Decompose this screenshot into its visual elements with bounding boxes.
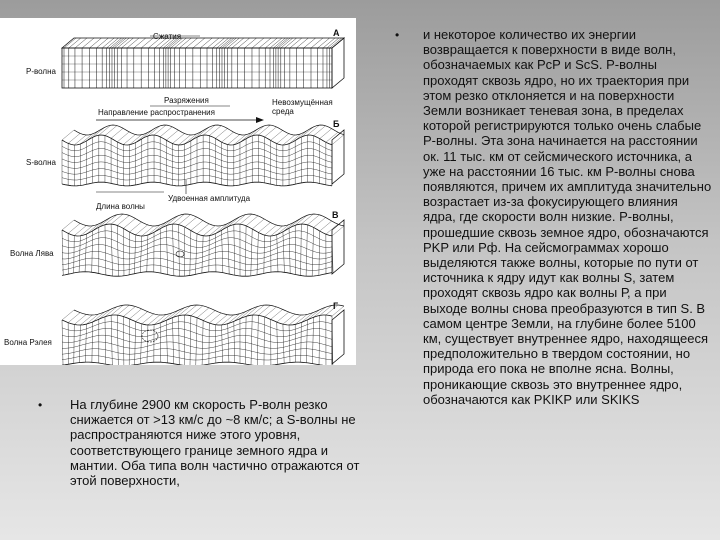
block-a-top-line — [193, 38, 205, 48]
block-v-col — [134, 235, 135, 274]
block-v-top-col — [320, 221, 332, 231]
block-a-top-line — [110, 38, 122, 48]
bullet-marker: • — [395, 28, 400, 42]
block-v-top-col — [111, 214, 123, 224]
block-b-side — [332, 130, 344, 184]
block-a-top-line — [290, 38, 302, 48]
block-a-top-line — [64, 38, 76, 48]
block-a-top-line — [112, 38, 124, 48]
block-v-top-col — [252, 219, 264, 229]
block-a-top-line — [245, 38, 257, 48]
block-v-col — [117, 225, 118, 276]
block-a-top-line — [311, 38, 323, 48]
block-g-col — [85, 324, 86, 362]
bullet-text-core-waves: и некоторое количество их энергии возвращается к поверхности в виде волн, обозначаемых как PcP и ScS. Р-волны проходят сквозь ядро, но их траектория при этом резко отклоняется и на поверхности Земли возникает теневая зона, в пределах которой регистрируются только очень слабые Р-волны. Эта зона начинается на расстоянии ок. 11 тыс. км от сейсмического источника, а уже на расстоянии 16 тыс. км Р-волны снова появляются, причем их амплитуда значительно возрастает из-за фокусирующего влияния ядра, где скорости волн низкие. Р-волны, прошедшие сквозь земное ядро, обозначаются PKP или Pф. На сейсмограммах хорошо выделяются также волны, которые по пути от источника к ядру идут как волны S, затем проходят сквозь ядро как волны Р, а при выходе волны снова преобразуются в тип S. В самом центре Земли, на глубине более 5100 км, существует внутреннее ядро, находящееся предположительно в твердом состоянии, но природа его пока не вполне ясна. Волны, проникающие сквозь это внутреннее ядро, обозначаются как PKIKP или SKIKS — [423, 27, 712, 407]
panel-letter-v: В — [332, 210, 339, 220]
block-a-top-line — [141, 38, 153, 48]
block-v-col — [283, 232, 284, 272]
label-undisturbed-medium: Невозмущённая среда — [272, 98, 333, 116]
block-b-top-col — [203, 125, 215, 135]
block-g-side — [332, 310, 344, 364]
block-a-top-line — [207, 38, 219, 48]
label-wavelength: Длина волны — [96, 202, 145, 211]
block-v-row — [62, 272, 332, 276]
block-a-top-line — [276, 38, 288, 48]
block-a-top-line — [200, 38, 212, 48]
wave-label-p: Р-волна — [26, 67, 56, 76]
block-a-top-line — [259, 38, 271, 48]
wave-label-love: Волна Лява — [10, 249, 54, 258]
label-propagation-direction: Направление распространения — [98, 108, 215, 117]
block-a-top-line — [127, 38, 139, 48]
block-b-top-col — [332, 135, 344, 145]
block-g-row — [62, 355, 332, 360]
seismic-waves-figure — [0, 18, 356, 365]
block-v-col — [312, 227, 313, 276]
wave-label-rayleigh: Волна Рэлея — [4, 338, 52, 347]
block-v-top-col — [68, 223, 80, 233]
block-b-top-col — [215, 128, 227, 138]
block-g-top-col — [142, 314, 154, 324]
block-g-col — [228, 324, 229, 362]
block-g-col — [264, 317, 265, 365]
block-v-col — [234, 224, 235, 275]
propagation-arrowhead — [256, 117, 264, 123]
block-b-top-col — [123, 135, 135, 145]
block-g-back-edge — [74, 305, 344, 315]
block-g-row — [62, 335, 332, 342]
block-g-top-col — [209, 313, 221, 323]
bullet-text-core-boundary: На глубине 2900 км скорость Р-волн резко снижается от >13 км/с до ~8 км/с; а S-волны не распространяются ниже этого уровня, соответствующего границе земного ядра и мантии. Оба типа волн частично отражаются от этой поверхности, — [70, 397, 360, 489]
block-a-top-line — [89, 38, 101, 48]
block-b-top-col — [111, 128, 123, 138]
block-v-top-col — [265, 225, 277, 235]
block-g-col — [306, 320, 307, 363]
block-v-col — [245, 226, 246, 276]
block-g-col — [62, 320, 63, 365]
block-g-top-col — [271, 309, 283, 319]
block-b-top-col — [166, 130, 178, 140]
block-v-col — [289, 228, 290, 273]
block-b-top-col — [62, 130, 74, 140]
block-v-col — [147, 235, 148, 272]
block-v-top-col — [136, 225, 148, 235]
bullet-marker: • — [38, 398, 43, 412]
block-g-top-col — [62, 310, 74, 320]
block-a-front — [62, 48, 332, 88]
block-v-row — [62, 258, 332, 265]
block-g-top-col — [215, 315, 227, 325]
block-v-row — [62, 251, 332, 259]
block-a-top-line — [330, 38, 342, 48]
block-g-row — [62, 342, 332, 349]
block-a-top-line — [186, 38, 198, 48]
block-g-top-col — [136, 312, 148, 322]
block-a-top-line — [285, 38, 297, 48]
block-b-top-col — [271, 130, 283, 140]
block-b-top-col — [172, 134, 184, 144]
block-v-top-col — [123, 218, 135, 228]
block-a-top-line — [252, 38, 264, 48]
block-g-col — [319, 315, 320, 364]
block-v-top-col — [179, 215, 191, 225]
block-g-col — [141, 324, 142, 364]
block-v-top-col — [258, 222, 270, 232]
block-g-row — [62, 349, 332, 355]
block-b-top-col — [277, 134, 289, 144]
block-g-col — [196, 318, 197, 365]
block-a-top-line — [96, 38, 108, 48]
block-a-top-line — [281, 38, 293, 48]
block-b-top-col — [68, 133, 80, 143]
block-v-col — [160, 229, 161, 273]
block-b-top-col — [209, 126, 221, 136]
block-v-side — [332, 220, 344, 274]
block-v-row — [62, 265, 332, 271]
block-a-top-line — [304, 38, 316, 48]
block-v-top-col — [191, 221, 203, 231]
block-a-top-line — [238, 38, 250, 48]
block-v-top-col — [246, 216, 258, 226]
block-g-top-col — [179, 306, 191, 316]
block-v-row — [62, 245, 332, 254]
block-b-top-col — [117, 132, 129, 142]
block-v-top-col — [307, 215, 319, 225]
block-g-col — [179, 316, 180, 365]
block-v-top-col — [62, 220, 74, 230]
panel-letter-g: Г — [333, 301, 339, 311]
block-v-top-col — [185, 217, 197, 227]
block-v-top-col — [234, 214, 246, 224]
particle-orbit — [176, 251, 184, 257]
block-g-row — [62, 362, 332, 365]
block-g-top-col — [185, 305, 197, 315]
block-b-top-col — [314, 126, 326, 136]
block-g-top-col — [123, 307, 135, 317]
block-g-top-col — [80, 315, 92, 325]
block-v-col — [196, 234, 197, 274]
block-a-top-line — [318, 38, 330, 48]
block-g-top-col — [258, 305, 270, 315]
block-g-top-col — [265, 307, 277, 317]
block-v-col — [179, 225, 180, 277]
block-a-top-line — [296, 38, 308, 48]
block-v-col — [172, 224, 173, 275]
block-v-top-col — [142, 226, 154, 236]
block-g-col — [277, 322, 278, 364]
block-v-col — [105, 225, 106, 275]
block-v-top-col — [314, 217, 326, 227]
block-a-top-line — [134, 38, 146, 48]
block-b-top-col — [320, 129, 332, 139]
block-b-top-col — [148, 126, 160, 136]
block-g-col — [222, 325, 223, 362]
block-a-top-line — [75, 38, 87, 48]
block-a-top-line — [69, 38, 81, 48]
block-g-col — [111, 315, 112, 365]
block-v-top-col — [117, 215, 129, 225]
block-a-top-line — [82, 38, 94, 48]
block-g-col — [123, 317, 124, 365]
block-b-top-col — [74, 135, 86, 145]
block-b-top-col — [99, 125, 111, 135]
label-rarefaction: Разряжения — [164, 96, 209, 105]
block-v-col — [257, 232, 258, 274]
block-g-col — [92, 322, 93, 362]
block-g-col — [166, 320, 167, 362]
panel-letter-b: Б — [333, 119, 340, 129]
block-g-col — [202, 321, 203, 365]
block-a-top-line — [220, 38, 232, 48]
block-g-row — [62, 329, 332, 337]
block-g-top-col — [117, 305, 129, 315]
block-a-top-line — [222, 38, 234, 48]
label-double-amplitude: Удвоенная амплитуда — [168, 194, 251, 203]
block-g-col — [251, 315, 252, 365]
block-g-col — [301, 322, 302, 362]
block-v-top-col — [74, 226, 86, 236]
block-b-top-col — [105, 126, 117, 136]
block-g-col — [234, 321, 235, 362]
wave-label-s: S-волна — [26, 158, 56, 167]
panel-letter-a: А — [333, 28, 340, 38]
label-compression: Сжатия — [153, 32, 182, 41]
block-g-top-col — [130, 309, 142, 319]
block-v-col — [264, 235, 265, 273]
block-v-top-col — [130, 222, 142, 232]
block-a-top-line — [224, 38, 236, 48]
block-b-top-col — [222, 132, 234, 142]
block-g-top-col — [203, 311, 215, 321]
block-v-col — [215, 234, 216, 272]
block-v-col — [301, 224, 302, 276]
block-a-top-line — [114, 38, 126, 48]
particle-orbit — [142, 330, 158, 342]
block-a-side — [332, 38, 344, 88]
block-g-col — [135, 322, 136, 365]
block-g-col — [160, 323, 161, 362]
